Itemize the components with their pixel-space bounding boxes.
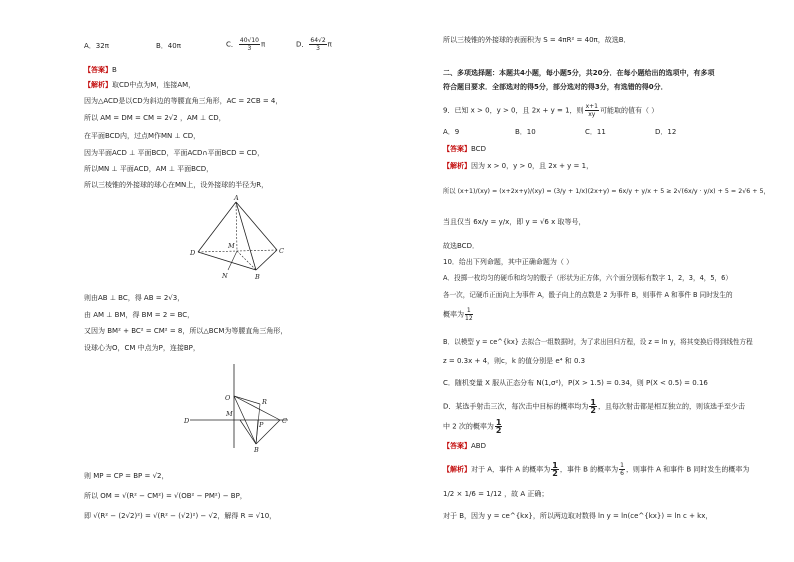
fig2-label-p: P (259, 421, 264, 429)
analysis-line-1: 【解析】取CD中点为M，连接AM， (84, 81, 196, 89)
q9-analysis-2: 所以 (x+1)/(xy) = (x+2x+y)/(xy) = (3/y + 1/x)(2x+y) = 6x/y + y/x + 5 ≥ 2√(6x/y · y/x) + 5 = 2√6 + 5， (443, 188, 770, 195)
option-d: D． $\frac{64√2}{3}$ π (296, 37, 332, 52)
q9-option-c: C．11 (585, 128, 606, 136)
q9-answer: 【答案】BCD (443, 145, 486, 153)
analysis-line-6: 所以MN ⊥ 平面ACD，AM ⊥ 平面BCD， (84, 165, 214, 173)
analysis-line-8: 则由AB ⊥ BC，得 AB = 2√3， (84, 294, 185, 302)
fig2-label-o: O (225, 394, 231, 402)
analysis-line-2: 因为△ACD是以CD为斜边的等腰直角三角形，AC = 2CB = 4， (84, 97, 283, 105)
tetrahedron-figure (180, 192, 290, 284)
q10-stem: 10．给出下列命题，其中正确命题为（ ） (443, 258, 574, 266)
analysis-line-14: 即 √(R² − (2√2)²) = √(R² − (√2)²) − √2，解得 R = √10， (84, 512, 277, 520)
sphere-center-figure (180, 360, 290, 452)
analysis-line-5: 因为平面ACD ⊥ 平面BCD，平面ACD∩平面BCD = CD， (84, 149, 265, 157)
section-title: 二、多项选择题：本题共4小题，每小题5分，共20分．在每小题给出的选项中，有多项 (443, 69, 715, 77)
fig2-label-b: B (254, 446, 259, 452)
q9-analysis-1: 【解析】因为 x > 0，y > 0，且 2x + y = 1， (443, 162, 594, 170)
fig1-label-n: N (222, 272, 228, 280)
q10-analysis-2: 1/2 × 1/6 = 1/12 ，故 A 正确； (443, 490, 549, 498)
q10-b-line-2: z = 0.3x + 4，则c，k 的值分别是 e⁴ 和 0.3 (443, 357, 586, 365)
q9-stem: 9．已知 x > 0，y > 0，且 2x + y = 1，则 $\frac{x+1}{xy}$ 可能取的值有（ ） (443, 103, 659, 118)
q10-analysis-3: 对于 B，因为 y = ce^{kx}，所以两边取对数得 ln y = ln(ce^{kx}) = ln c + kx， (443, 512, 713, 520)
analysis-line-11: 设球心为O，CM 中点为P，连接BP， (84, 344, 200, 352)
q10-b-line-1: B．以模型 y = ce^{kx} 去拟合一组数据时，为了求出回归方程，设 z = ln y，将其变换后得到线性方程 (443, 338, 753, 346)
fig2-label-c: C (282, 417, 287, 425)
q10-answer: 【答案】ABD (443, 442, 486, 450)
fig1-label-c: C (279, 247, 284, 255)
q10-a-line-1: A．投掷一枚均匀的硬币和均匀的骰子（形状为正方体，六个面分别标有数字 1，2，3，4，5，6） (443, 274, 732, 282)
q9-option-a: A．9 (443, 128, 460, 136)
analysis-line-9: 由 AM ⊥ BM，得 BM = 2 = BC， (84, 311, 195, 319)
intro-line: 所以三棱锥的外接球的表面积为 S = 4πR² = 40π，故选B． (443, 36, 631, 44)
right-page (397, 0, 794, 562)
fig1-label-d: D (190, 249, 196, 257)
fig2-label-r: R (262, 398, 267, 406)
q9-analysis-3: 当且仅当 6x/y = y/x，即 y = √6 x 取等号， (443, 218, 586, 226)
fig1-label-b: B (255, 273, 260, 281)
analysis-line-13: 所以 OM = √(R² − CM²) = √(OB² − PM²) − BP， (84, 492, 247, 500)
section-title-2: 符合题目要求．全部选对的得5分，部分选对的得3分，有选错的得0分． (443, 83, 668, 91)
analysis-line-10: 又因为 BM² + BC² = CM² = 8，所以△BCM为等腰直角三角形， (84, 327, 288, 335)
fig1-label-a: A (234, 194, 239, 202)
q10-a-line-2: 各一次，记硬币正面向上为事件 A，骰子向上的点数是 2 为事件 B，则事件 A 和事件 B 同时发生的 (443, 291, 733, 299)
q10-a-line-3: 概率为 $\frac{1}{12}$ (443, 307, 473, 322)
option-b: B．40π (156, 42, 181, 50)
answer-line: 【答案】B (84, 66, 117, 74)
q9-option-d: D．12 (655, 128, 677, 136)
analysis-line-12: 则 MP = CP = BP = √2， (84, 472, 169, 480)
q10-c: C．随机变量 X 服从正态分布 N(1,σ²)，P(X > 1.5) = 0.34，则 P(X < 0.5) = 0.16 (443, 379, 708, 387)
option-a: A．32π (84, 42, 109, 50)
q9-analysis-4: 故选BCD． (443, 242, 479, 250)
fig1-label-m: M (228, 242, 235, 250)
q9-option-b: B．10 (515, 128, 536, 136)
analysis-line-3: 所以 AM = DM = CM = 2√2 ，AM ⊥ CD， (84, 114, 226, 122)
option-c: C． $\frac{40√10}{3}$ π (226, 37, 266, 52)
analysis-line-7: 所以三棱锥的外接球的球心在MN上，设外接球的半径为R， (84, 181, 269, 189)
fig2-label-d: D (184, 417, 190, 425)
fig2-label-m: M (226, 410, 233, 418)
q10-analysis-1: 【解析】对于 A，事件 A 的概率为 $\frac{1}{2}$ ，事件 B 的概率为 $\frac{1}{6}$ ，则事件 A 和事件 B 同时发生的概率为 (443, 461, 750, 478)
q10-d-line-2: 中 2 次的概率为 $\frac{1}{2}$ (443, 418, 502, 435)
analysis-line-4: 在平面BCD内，过点M作MN ⊥ CD， (84, 132, 201, 140)
q10-d-line-1: D．某选手射击三次，每次击中目标的概率均为 $\frac{1}{2}$ ，且每次射击都是相互独立的，则该选手至少击 (443, 398, 745, 415)
